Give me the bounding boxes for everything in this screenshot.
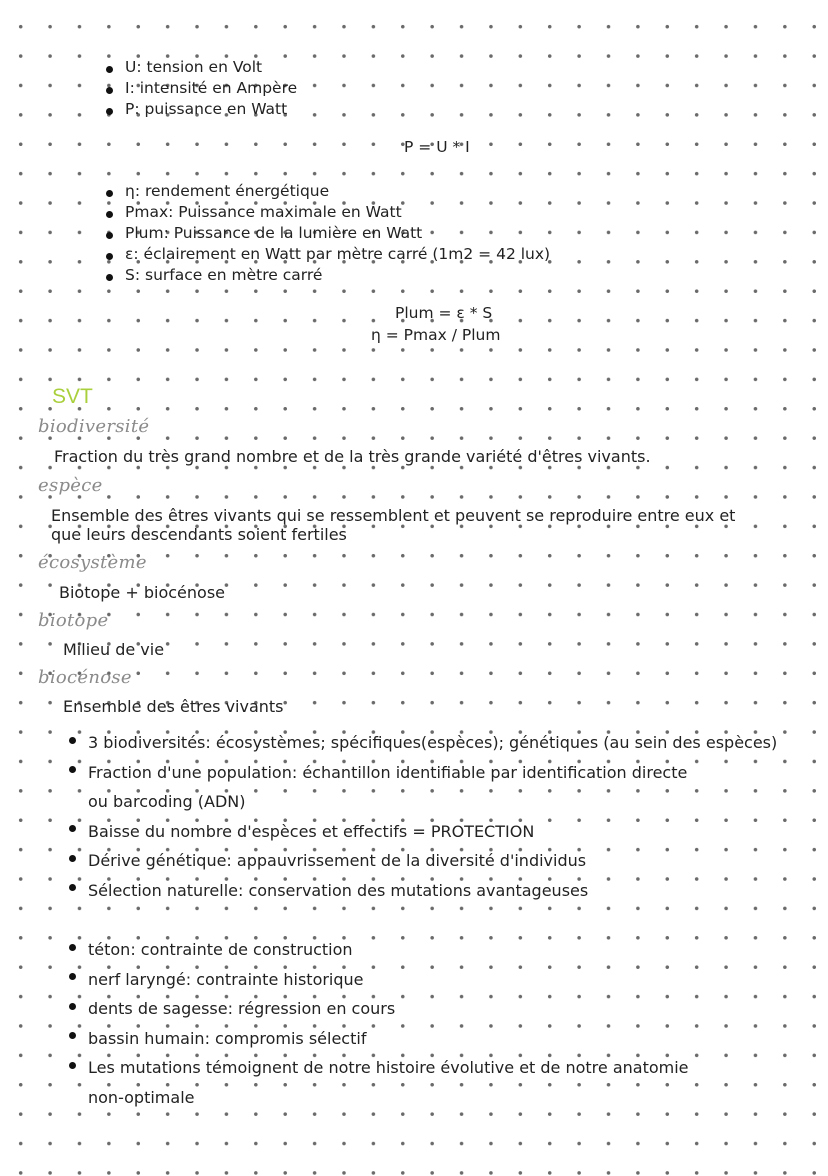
list-item: S: surface en mètre carré [103,265,550,286]
definition-biotope: Milieu de vie [63,640,165,659]
list-item: U: tension en Volt [103,57,297,78]
term-espece: espèce [38,475,103,496]
biodiversity-list [66,728,777,905]
formula-power: P = U * I [404,138,470,156]
list-item: Dérive génétique: appauvrissement de la diversité d'individus [66,846,777,876]
list-item: Sélection naturelle: conservation des mutations avantageuses [66,876,777,906]
list-item: Plum: Puissance de la lumière en Watt [103,223,550,244]
list-item: P: puissance en Watt [103,99,297,120]
definition-biodiversite: Fraction du très grand nombre et de la très grande variété d'êtres vivants. [54,447,651,466]
list-item-continuation: ou barcoding (ADN) [88,792,246,811]
list-item: η: rendement énergétique [103,181,550,202]
list-item: I: intensité en Ampère [103,78,297,99]
section-title-svt: SVT [52,385,93,408]
term-biocenose: biocénose [38,667,132,688]
evolution-list [66,935,689,1112]
list-item: dents de sagesse: régression en cours [66,994,689,1024]
list-item: téton: contrainte de construction [66,935,689,965]
formula-efficiency: η = Pmax / Plum [371,326,501,344]
list-item: Pmax: Puissance maximale en Watt [103,202,550,223]
list-item-continuation: non-optimale [88,1087,195,1107]
list-item: Baisse du nombre d'espèces et effectifs = PROTECTION [66,817,777,847]
list-item: bassin humain: compromis sélectif [66,1024,689,1054]
units-list [103,57,297,120]
list-item: ε: éclairement en Watt par mètre carré (1m2 = 42 lux) [103,244,550,265]
list-item: Les mutations témoignent de notre histoire évolutive et de notre anatomie [66,1053,689,1083]
list-item: nerf laryngé: contrainte historique [66,965,689,995]
term-ecosysteme: écosystème [38,552,147,573]
list-item: Fraction d'une population: échantillon identifiable par identification directe [66,758,777,788]
definition-ecosysteme: Biotope + biocénose [59,583,225,602]
definition-biocenose: Ensemble des êtres vivants [63,697,284,716]
formula-plum: Plum = ε * S [395,304,493,322]
list-item: 3 biodiversités: écosystèmes; spécifiques(espèces); génétiques (au sein des espèces) [66,728,777,758]
definition-espece-line1: Ensemble des êtres vivants qui se ressemblent et peuvent se reproduire entre eux et [51,506,736,525]
definition-espece-line2: que leurs descendants soient fertiles [51,525,347,544]
efficiency-list [103,181,550,286]
term-biodiversite: biodiversité [38,416,150,437]
term-biotope: biotope [38,610,109,631]
